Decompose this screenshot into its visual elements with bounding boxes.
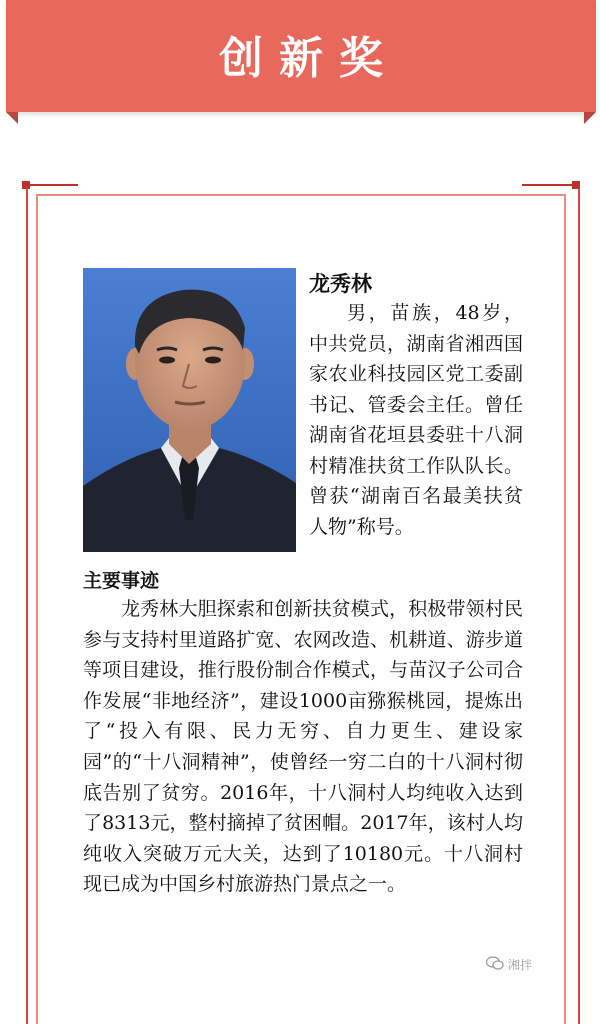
person-bio: 男，苗族，48岁，中共党员，湖南省湘西国家农业科技园区党工委副书记、管委会主任。曾任湖南省花垣县委驻十八洞村精准扶贫工作队队长。曾获“湖南百名最美扶贫人物”称号。: [309, 302, 523, 538]
wechat-icon: [486, 956, 504, 973]
frame-corner-line-right: [522, 184, 572, 186]
section-title: 主要事迹: [83, 570, 160, 592]
watermark-text: 湘拌: [508, 958, 533, 972]
banner-fold-left: [6, 112, 18, 124]
section-text: 龙秀林大胆探索和创新扶贫模式，积极带领村民参与支持村里道路扩宽、农网改造、机耕道、游步道等项目建设，推行股份制合作模式，与苗汉子公司合作发展“非地经济”，建设1000亩猕猴桃园，提炼出了“投入有限、民力无穷、自力更生、建设家园”的“十八洞精神”，使曾经一穷二白的十八洞村彻底告别了贫穷。2016年，十八洞村人均纯收入达到了8313元，整村摘掉了贫困帽。2017年，该村人均纯收入突破万元大关，达到了10180元。十八洞村现已成为中国乡村旅游热门景点之一。: [83, 598, 523, 896]
watermark: [486, 956, 532, 973]
banner-title: 创新奖: [219, 33, 399, 84]
frame-corner-line-left: [30, 184, 78, 186]
title-banner: [6, 0, 596, 112]
banner-fold-right: [584, 112, 596, 124]
person-name: 龙秀林: [309, 272, 372, 296]
portrait-photo: [83, 268, 296, 552]
